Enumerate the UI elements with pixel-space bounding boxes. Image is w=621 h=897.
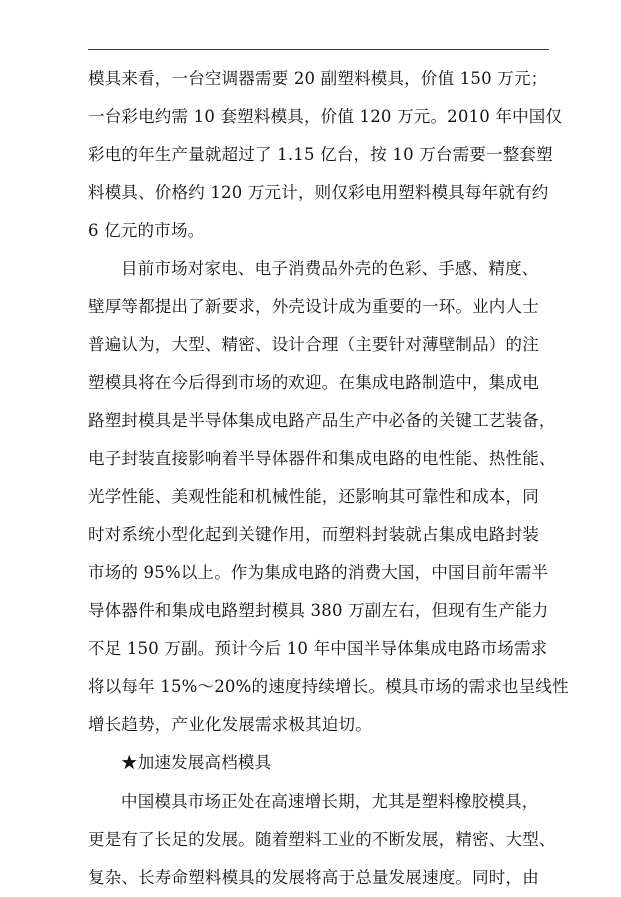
text-line: 一台彩电约需 10 套塑料模具，价值 120 万元。2010 年中国仅 xyxy=(88,107,563,126)
text-line: 路塑封模具是半导体集成电路产品生产中必备的关键工艺装备， xyxy=(88,411,556,430)
text-line: 复杂、长寿命塑料模具的发展将高于总量发展速度。同时，由 xyxy=(88,868,539,887)
text-line: 壁厚等都提出了新要求，外壳设计成为重要的一环。业内人士 xyxy=(88,297,539,316)
text-line: 光学性能、美观性能和机械性能，还影响其可靠性和成本，同 xyxy=(88,487,539,506)
text-line: 电子封装直接影响着半导体器件和集成电路的电性能、热性能、 xyxy=(88,449,556,468)
text-line: 时对系统小型化起到关键作用，而塑料封装就占集成电路封装 xyxy=(88,525,539,544)
section-heading: ★加速发展高档模具 xyxy=(121,753,272,772)
text-line: 模具来看，一台空调器需要 20 副塑料模具，价值 150 万元； xyxy=(88,69,548,88)
header-rule xyxy=(88,49,549,50)
text-line: 普遍认为，大型、精密、设计合理（主要针对薄壁制品）的注 xyxy=(88,335,539,354)
text-line: 不足 150 万副。预计今后 10 年中国半导体集成电路市场需求 xyxy=(88,639,548,658)
text-line: 增长趋势，产业化发展需求极其迫切。 xyxy=(88,715,372,734)
text-line: 塑模具将在今后得到市场的欢迎。在集成电路制造中，集成电 xyxy=(88,373,539,392)
text-line: 市场的 95%以上。作为集成电路的消费大国，中国目前年需半 xyxy=(88,563,549,582)
text-line: 6 亿元的市场。 xyxy=(88,221,205,240)
text-line: 导体器件和集成电路塑封模具 380 万副左右，但现有生产能力 xyxy=(88,601,549,620)
text-line: 更是有了长足的发展。随着塑料工业的不断发展，精密、大型、 xyxy=(88,830,556,849)
text-line: 目前市场对家电、电子消费品外壳的色彩、手感、精度、 xyxy=(121,259,539,278)
text-line: 料模具、价格约 120 万元计，则仅彩电用塑料模具每年就有约 xyxy=(88,183,549,202)
text-line: 彩电的年生产量就超过了 1.15 亿台，按 10 万台需要一整套塑 xyxy=(88,145,553,164)
text-line: 将以每年 15%～20%的速度持续增长。模具市场的需求也呈线性 xyxy=(88,677,569,696)
text-line: 中国模具市场正处在高速增长期，尤其是塑料橡胶模具， xyxy=(121,792,539,811)
